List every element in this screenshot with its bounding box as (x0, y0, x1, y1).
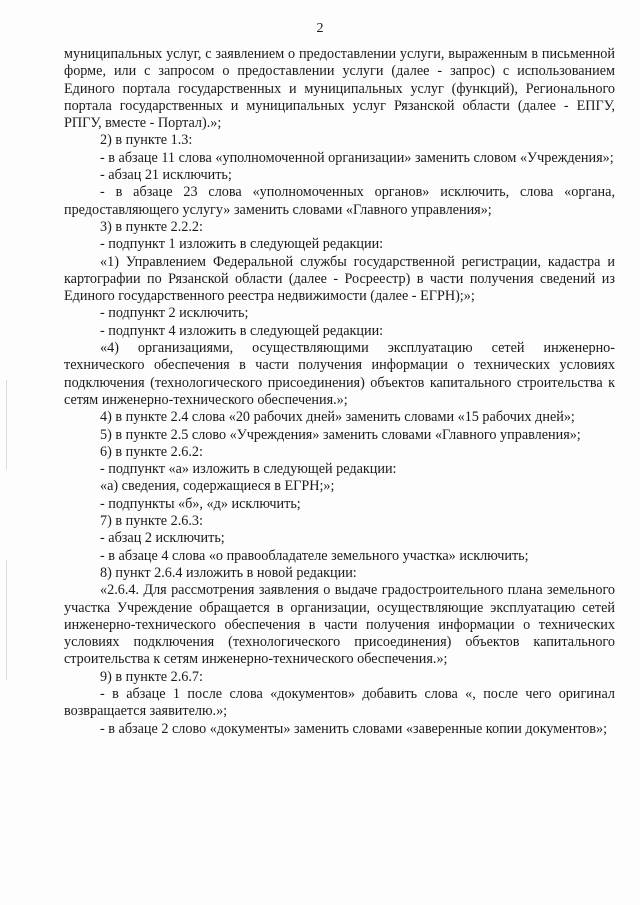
paragraph: - в абзаце 4 слова «о правообладателе земельного участка» исключить; (100, 547, 529, 564)
paragraph: - в абзаце 2 слово «документы» заменить словами «заверенные копии документов»; (100, 720, 608, 737)
paragraph: 5) в пункте 2.5 слово «Учреждения» заменить словами «Главного управления»; (100, 426, 581, 443)
paragraph: - абзац 2 исключить; (100, 530, 225, 547)
paragraph: 9) в пункте 2.6.7: (100, 668, 203, 685)
paragraph: - подпункт 1 изложить в следующей редакции: (100, 236, 384, 253)
paragraph: «а) сведения, содержащиеся в ЕГРН;»; (100, 478, 335, 495)
paragraph: 8) пункт 2.6.4 изложить в новой редакции: (100, 564, 357, 581)
paragraph: - подпункт 2 исключить; (100, 305, 249, 322)
paragraph: - подпункт «а» изложить в следующей редакции: (100, 461, 397, 478)
paragraph: «2.6.4. Для рассмотрения заявления о выдаче градостроительного плана земельного участка Учреждение обращается в организации, осуществляющие эксплуатацию сетей инженерно-технического обеспечения в части получения информации о технических условиях подключения (технологического присоединения) объектов капитального строительства к сетям инженерно-технического обеспечения.»; (64, 582, 615, 668)
paragraph: - в абзаце 11 слова «уполномоченной организации» заменить словом «Учреждения»; (100, 149, 614, 166)
paragraph: - в абзаце 1 после слова «документов» добавить слова «, после чего оригинал возвращается заявителю.»; (64, 685, 615, 720)
paragraph: муниципальных услуг, с заявлением о предоставлении услуги, выраженным в письменной форме, или с запросом о предоставлении услуги (далее - запрос) с использованием Единого портала государственных и муниципальных услуг (функций), Регионального портала государственных и муниципальных услуг Рязанской области (далее - ЕПГУ, РПГУ, вместе - Портал).»; (64, 46, 615, 132)
scan-artifact (6, 380, 7, 470)
page-number: 2 (316, 21, 324, 36)
paragraph: - подпункт 4 изложить в следующей редакции: (100, 322, 384, 339)
paragraph: 6) в пункте 2.6.2: (100, 443, 203, 460)
paragraph: - абзац 21 исключить; (100, 167, 232, 184)
document-body (64, 46, 615, 738)
paragraph: 7) в пункте 2.6.3: (100, 513, 203, 530)
paragraph: 3) в пункте 2.2.2: (100, 218, 203, 235)
scan-artifact (6, 560, 7, 680)
paragraph: «1) Управлением Федеральной службы государственной регистрации, кадастра и картографии по Рязанской области (далее - Росреестр) в части получения сведений из Единого государственного реестра недвижимости (далее - ЕГРН);»; (64, 253, 615, 305)
paragraph: - подпункты «б», «д» исключить; (100, 495, 301, 512)
paragraph: 4) в пункте 2.4 слова «20 рабочих дней» заменить словами «15 рабочих дней»; (100, 409, 575, 426)
paragraph: «4) организациями, осуществляющими эксплуатацию сетей инженерно-технического обеспечения в части получения информации о технических условиях подключения (технологического присоединения) объектов капитального строительства к сетям инженерно-технического обеспечения.»; (64, 340, 615, 408)
paragraph: 2) в пункте 1.3: (100, 132, 193, 149)
paragraph: - в абзаце 23 слова «уполномоченных органов» исключить, слова «органа, предоставляющего услугу» заменить словами «Главного управления»; (64, 184, 615, 218)
